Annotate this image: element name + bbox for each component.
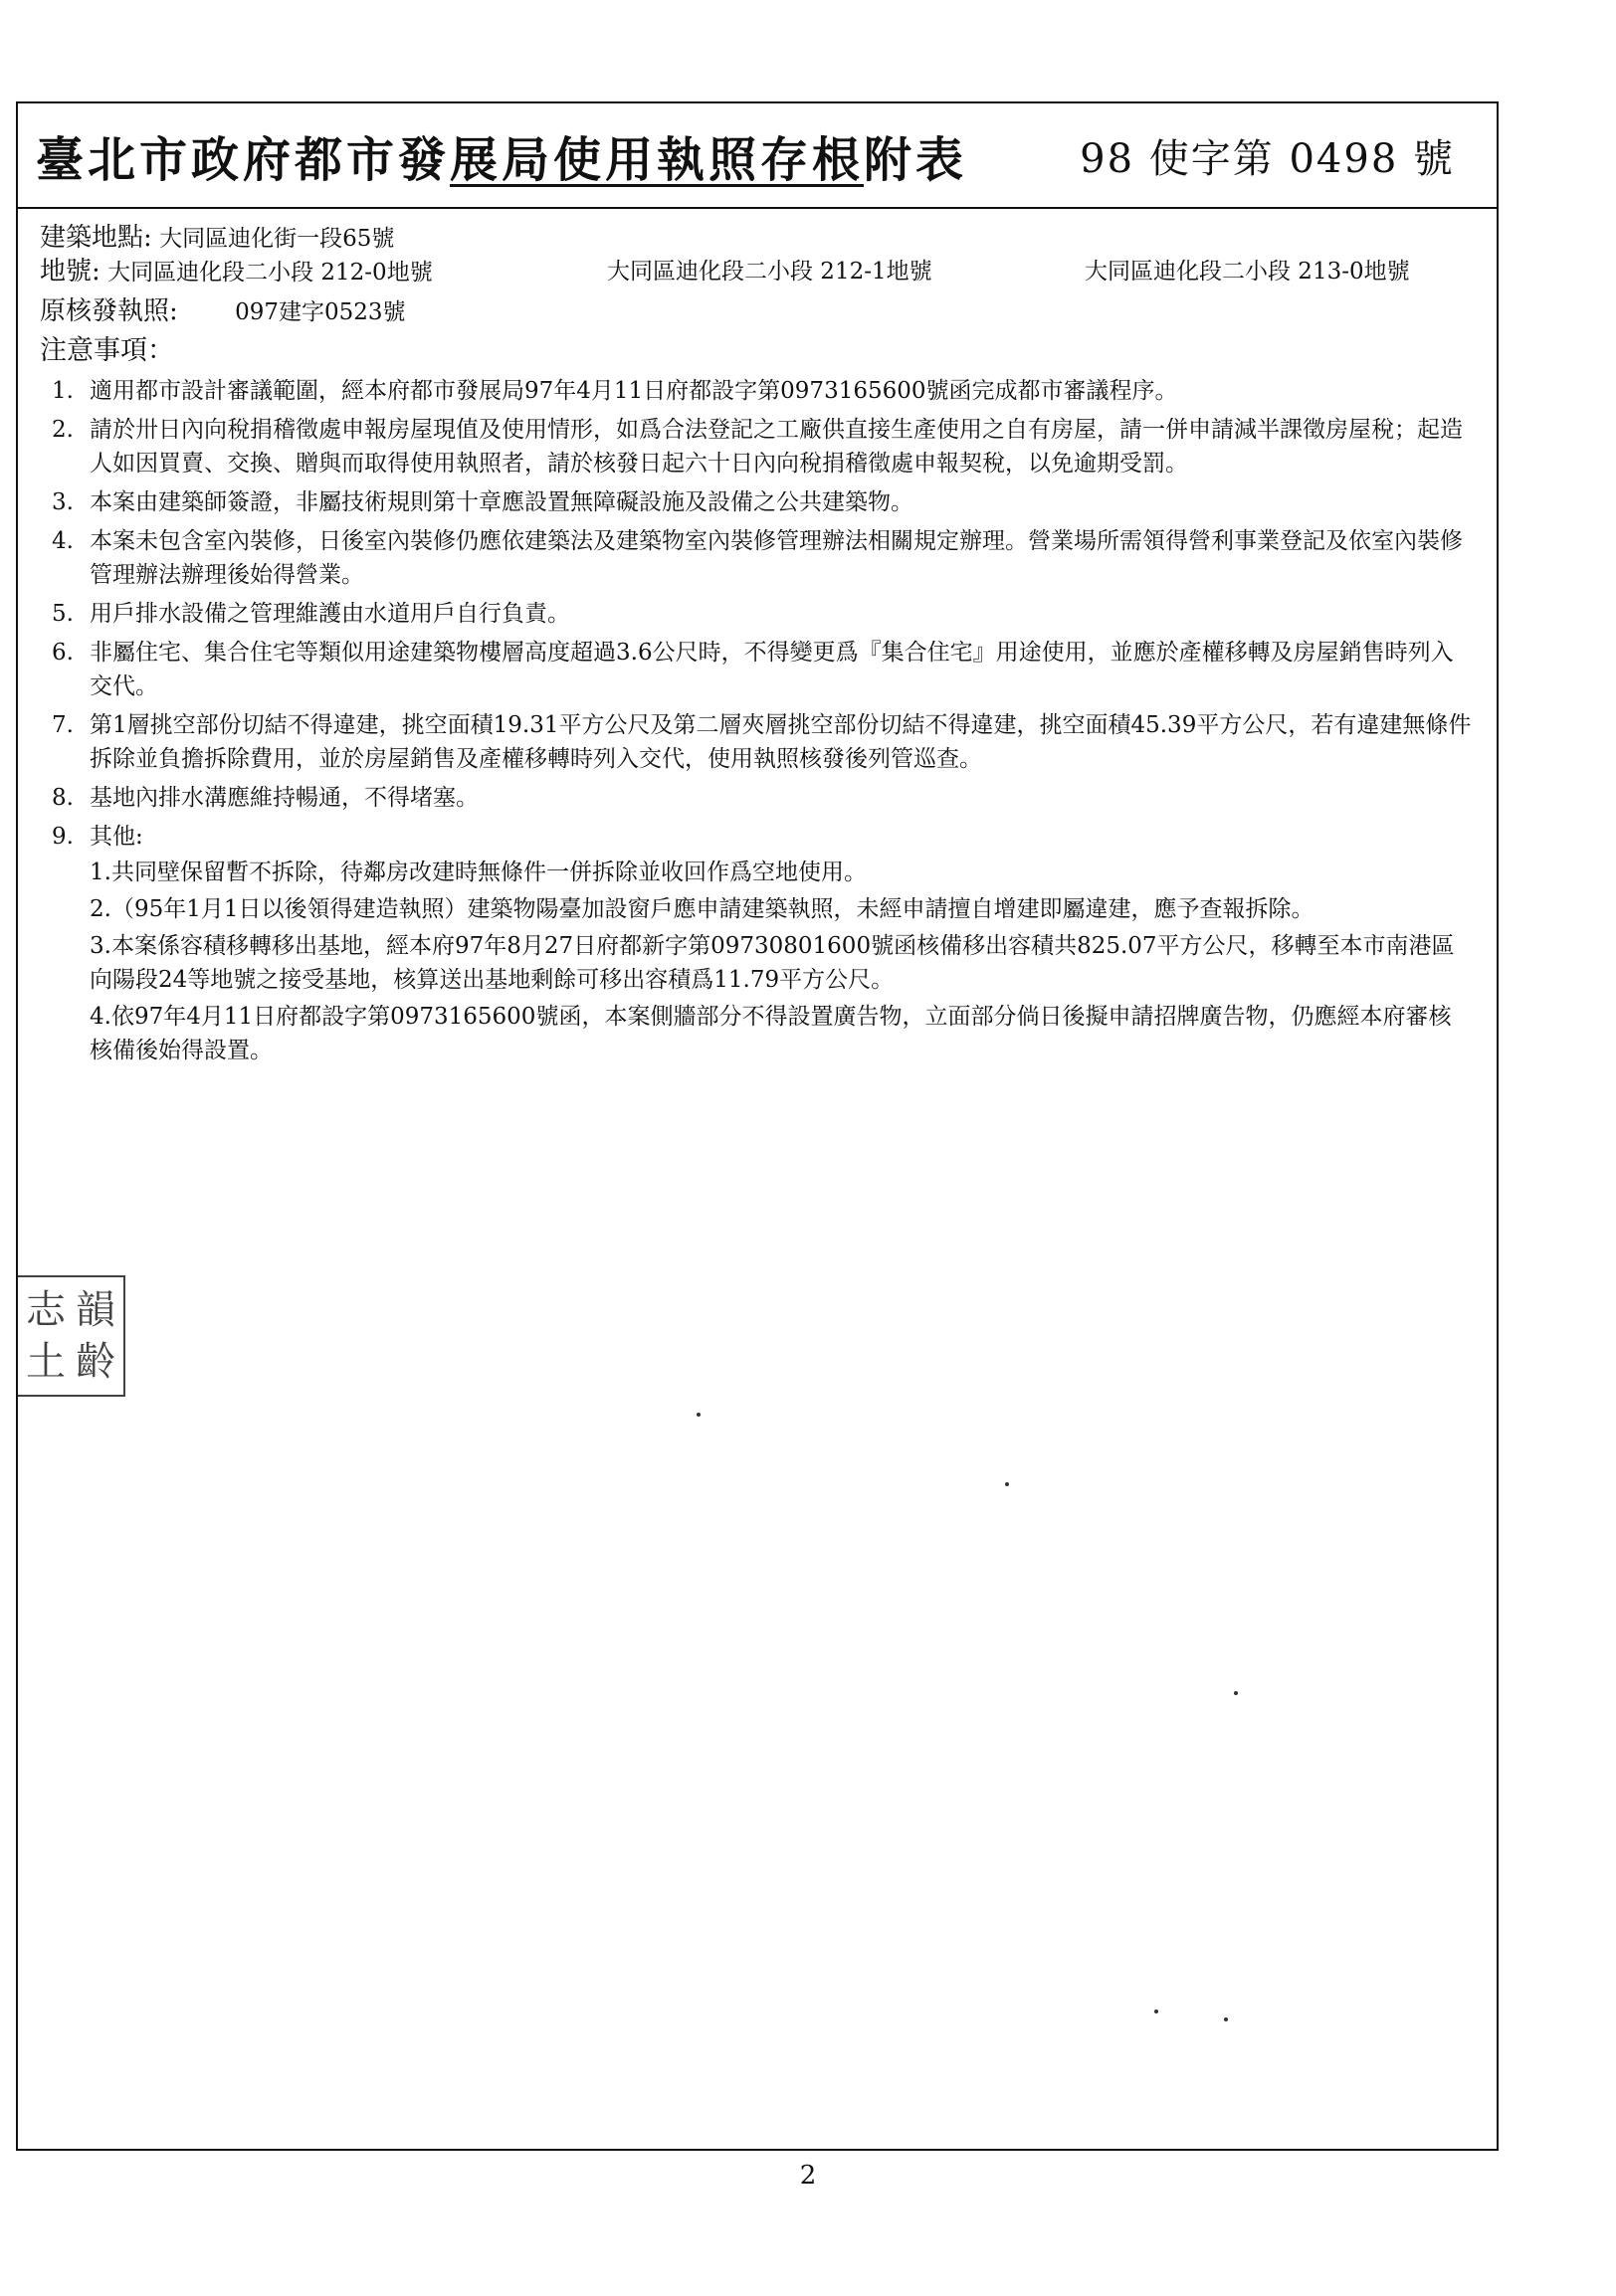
- document-number: 98 使字第 0498 號: [1080, 136, 1455, 182]
- scan-speck: [1005, 1482, 1009, 1486]
- document-frame: [16, 101, 1499, 2151]
- note-number: 3.: [52, 489, 74, 515]
- title-suffix: 附表: [864, 132, 968, 188]
- note-number: 5.: [52, 601, 74, 627]
- note-text: 本案由建築師簽證，非屬技術規則第十章應設置無障礙設施及設備之公共建築物。: [90, 489, 913, 515]
- license-row: [40, 294, 1473, 328]
- scan-speck: [697, 1413, 701, 1417]
- note-number: 6.: [52, 640, 74, 666]
- lot-1: 大同區迪化段二小段 212-0地號: [107, 260, 433, 286]
- header-bar: [18, 103, 1497, 209]
- note-item: [40, 708, 1473, 776]
- note-number: 4.: [52, 528, 74, 554]
- seal-stamp: [18, 1275, 125, 1397]
- lot-3: 大同區迪化段二小段 213-0地號: [1085, 259, 1410, 285]
- note-text: 非屬住宅、集合住宅等類似用途建築物樓層高度超過3.6公尺時，不得變更爲『集合住宅』用途使用，並應於產權移轉及房屋銷售時列入交代。: [90, 640, 1454, 699]
- notes-list: [40, 374, 1473, 1067]
- note-text: 基地內排水溝應維持暢通，不得堵塞。: [90, 785, 479, 811]
- scan-speck: [1234, 1691, 1238, 1695]
- page-number: 2: [799, 2161, 817, 2191]
- note-item: [40, 597, 1473, 631]
- note-item: [40, 374, 1473, 408]
- title-underlined: 展局使用執照存根: [450, 132, 865, 188]
- seal-char: 志: [26, 1287, 66, 1333]
- note-item: [40, 781, 1473, 815]
- scan-speck: [1154, 2009, 1158, 2013]
- other-item: 2.（95年1月1日以後領得建造執照）建築物陽臺加設窗戶應申請建築執照，未經申請擅自增建即屬違建，應予查報拆除。: [90, 896, 1314, 922]
- address-label: 建築地點:: [40, 223, 152, 253]
- title-prefix: 臺北市政府都市發: [36, 132, 451, 188]
- note-number: 7.: [52, 712, 74, 738]
- note-text: 用戶排水設備之管理維護由水道用戶自行負責。: [90, 601, 570, 627]
- note-item: [40, 636, 1473, 703]
- note-text: 適用都市設計審議範圍，經本府都市發展局97年4月11日府都設字第0973165600號函完成都市審議程序。: [90, 378, 1178, 404]
- document-title: [36, 121, 967, 190]
- other-items-list: [90, 856, 1473, 1067]
- note-item: [40, 485, 1473, 519]
- other-item: 3.本案係容積移轉移出基地，經本府97年8月27日府都新字第09730801600號函核備移出容積共825.07平方公尺，移轉至本市南港區向陽段24等地號之接受基地，核算送出基地剩餘可移出容積爲11.79平方公尺。: [90, 933, 1455, 993]
- seal-char: 韻: [76, 1287, 115, 1333]
- other-item: 4.依97年4月11日府都設字第0973165600號函，本案側牆部分不得設置廣告物，立面部分倘日後擬申請招牌廣告物，仍應經本府審核核備後始得設置。: [90, 1004, 1452, 1063]
- scan-speck: [1224, 2017, 1228, 2021]
- note-text: 第1層挑空部份切結不得違建，挑空面積19.31平方公尺及第二層夾層挑空部份切結不得違建，挑空面積45.39平方公尺，若有違建無條件拆除並負擔拆除費用，並於房屋銷售及產權移轉時列入交代，使用執照核發後列管巡查。: [90, 712, 1472, 772]
- lot-label: 地號:: [40, 257, 101, 287]
- note-number: 8.: [52, 785, 74, 811]
- note-item: [40, 524, 1473, 592]
- license-value: 097建字0523號: [235, 299, 406, 325]
- seal-char: 土: [26, 1339, 66, 1385]
- lot-row: [40, 255, 1473, 288]
- document-body: [40, 221, 1473, 1072]
- note-item: [40, 413, 1473, 480]
- notes-title: 注意事項：: [40, 335, 174, 366]
- other-item: 1.共同壁保留暫不拆除，待鄰房改建時無條件一併拆除並收回作爲空地使用。: [90, 860, 867, 885]
- lot-2: 大同區迪化段二小段 212-1地號: [607, 259, 932, 285]
- note-text: 其他:: [90, 824, 143, 850]
- note-text: 本案未包含室內裝修，日後室內裝修仍應依建築法及建築物室內裝修管理辦法相關規定辦理。營業場所需領得營利事業登記及依室內裝修管理辦法辦理後始得營業。: [90, 528, 1463, 588]
- address-row: [40, 221, 1473, 255]
- note-number: 1.: [52, 378, 74, 404]
- note-number: 9.: [52, 824, 74, 850]
- note-item: [40, 820, 1473, 1067]
- note-number: 2.: [52, 417, 74, 443]
- note-text: 請於卅日內向稅捐稽徵處申報房屋現值及使用情形，如爲合法登記之工廠供直接生產使用之自有房屋，請一併申請減半課徵房屋稅；起造人如因買賣、交換、贈與而取得使用執照者，請於核發日起六十日內向稅捐稽徵處申報契稅，以免逾期受罰。: [90, 417, 1463, 477]
- license-label: 原核發執照:: [40, 296, 178, 326]
- address-value: 大同區迪化街一段65號: [159, 226, 395, 252]
- seal-char: 齡: [76, 1339, 115, 1385]
